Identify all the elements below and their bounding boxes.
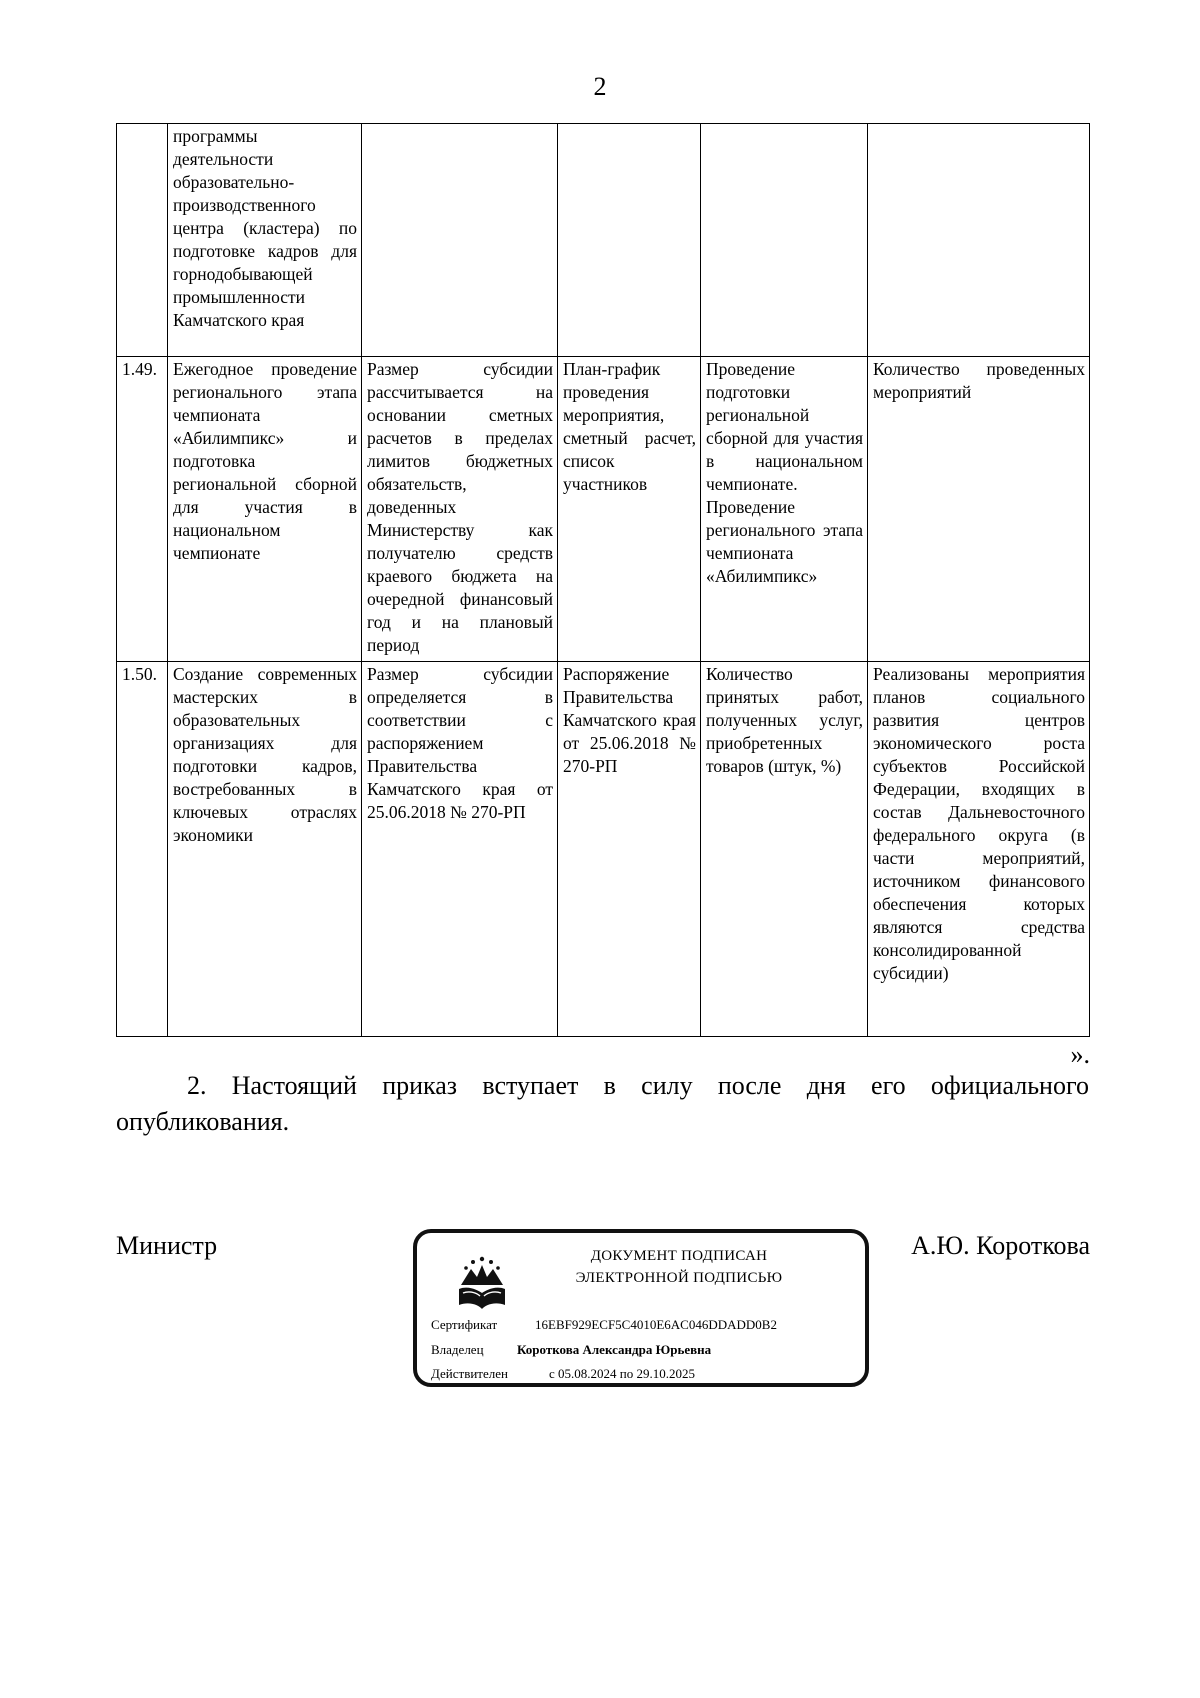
documents-cell: План-график проведения мероприятия, сметный расчет, список участников [558, 357, 701, 662]
indicator-cell [868, 124, 1090, 357]
stamp-certificate-row [431, 1317, 777, 1333]
closing-quote: ». [1070, 1040, 1090, 1069]
clause-paragraph: 2. Настоящий приказ вступает в силу после дня его официального опубликования. [116, 1071, 1089, 1136]
row-number-cell [117, 124, 168, 357]
table-row [117, 124, 1090, 357]
page-number: 2 [593, 72, 607, 101]
validity-label: Действителен [431, 1366, 508, 1381]
stamp-line-2: ЭЛЕКТРОННОЙ ПОДПИСЬЮ [575, 1270, 783, 1286]
result-cell: Проведение подготовки региональной сборной для участия в национальном чемпионате. Проведение регионального этапа чемпионата «Абилимпикс» [701, 357, 868, 662]
funding-cell [362, 124, 558, 357]
stamp-validity-row [431, 1366, 695, 1382]
row-number-cell: 1.50. [117, 662, 168, 1037]
validity-value: с 05.08.2024 по 29.10.2025 [549, 1366, 695, 1381]
owner-value: Короткова Александра Юрьевна [517, 1342, 712, 1357]
measure-name-cell: Ежегодное проведение регионального этапа чемпионата «Абилимпикс» и подготовка региональной сборной для участия в национальном чемпионате [168, 357, 362, 662]
measure-name-cell: Создание современных мастерских в образовательных организациях для подготовки кадров, востребованных в ключевых отраслях экономики [168, 662, 362, 1037]
result-cell: Количество принятых работ, полученных услуг, приобретенных товаров (штук, %) [701, 662, 868, 1037]
result-cell [701, 124, 868, 357]
table-row [117, 662, 1090, 1037]
stamp-owner-row [431, 1342, 712, 1358]
signer-name: А.Ю. Короткова [911, 1231, 1090, 1260]
stamp-heading [529, 1245, 829, 1289]
electronic-signature-stamp [413, 1229, 869, 1387]
measure-name-cell: программы деятельности образовательно-производственного центра (кластера) по подготовке кадров для горнодобывающей промышленности Камчатского края [168, 124, 362, 357]
stamp-line-1: ДОКУМЕНТ ПОДПИСАН [590, 1248, 768, 1264]
indicator-cell: Количество проведенных мероприятий [868, 357, 1090, 662]
coat-of-arms-icon [455, 1255, 509, 1313]
row-number-cell: 1.49. [117, 357, 168, 662]
certificate-label: Сертификат [431, 1317, 498, 1332]
signer-position: Министр [116, 1231, 218, 1260]
indicator-cell: Реализованы мероприятия планов социального развития центров экономического роста субъектов Российской Федерации, входящих в состав Дальневосточного федерального округа (в части мероприятий, источником финансового обеспечения которых являются средства консолидированной субсидии) [868, 662, 1090, 1037]
table-row [117, 357, 1090, 662]
measures-table [116, 123, 1090, 1037]
documents-cell: Распоряжение Правительства Камчатского края от 25.06.2018 № 270-РП [558, 662, 701, 1037]
owner-label: Владелец [431, 1342, 484, 1357]
certificate-value: 16EBF929ECF5C4010E6AC046DDADD0B2 [535, 1317, 777, 1332]
funding-cell: Размер субсидии рассчитывается на основании сметных расчетов в пределах лимитов бюджетных обязательств, доведенных Министерству как получателю средств краевого бюджета на очередной финансовый год и на плановый период [362, 357, 558, 662]
funding-cell: Размер субсидии определяется в соответствии с распоряжением Правительства Камчатского края от 25.06.2018 № 270-РП [362, 662, 558, 1037]
documents-cell [558, 124, 701, 357]
